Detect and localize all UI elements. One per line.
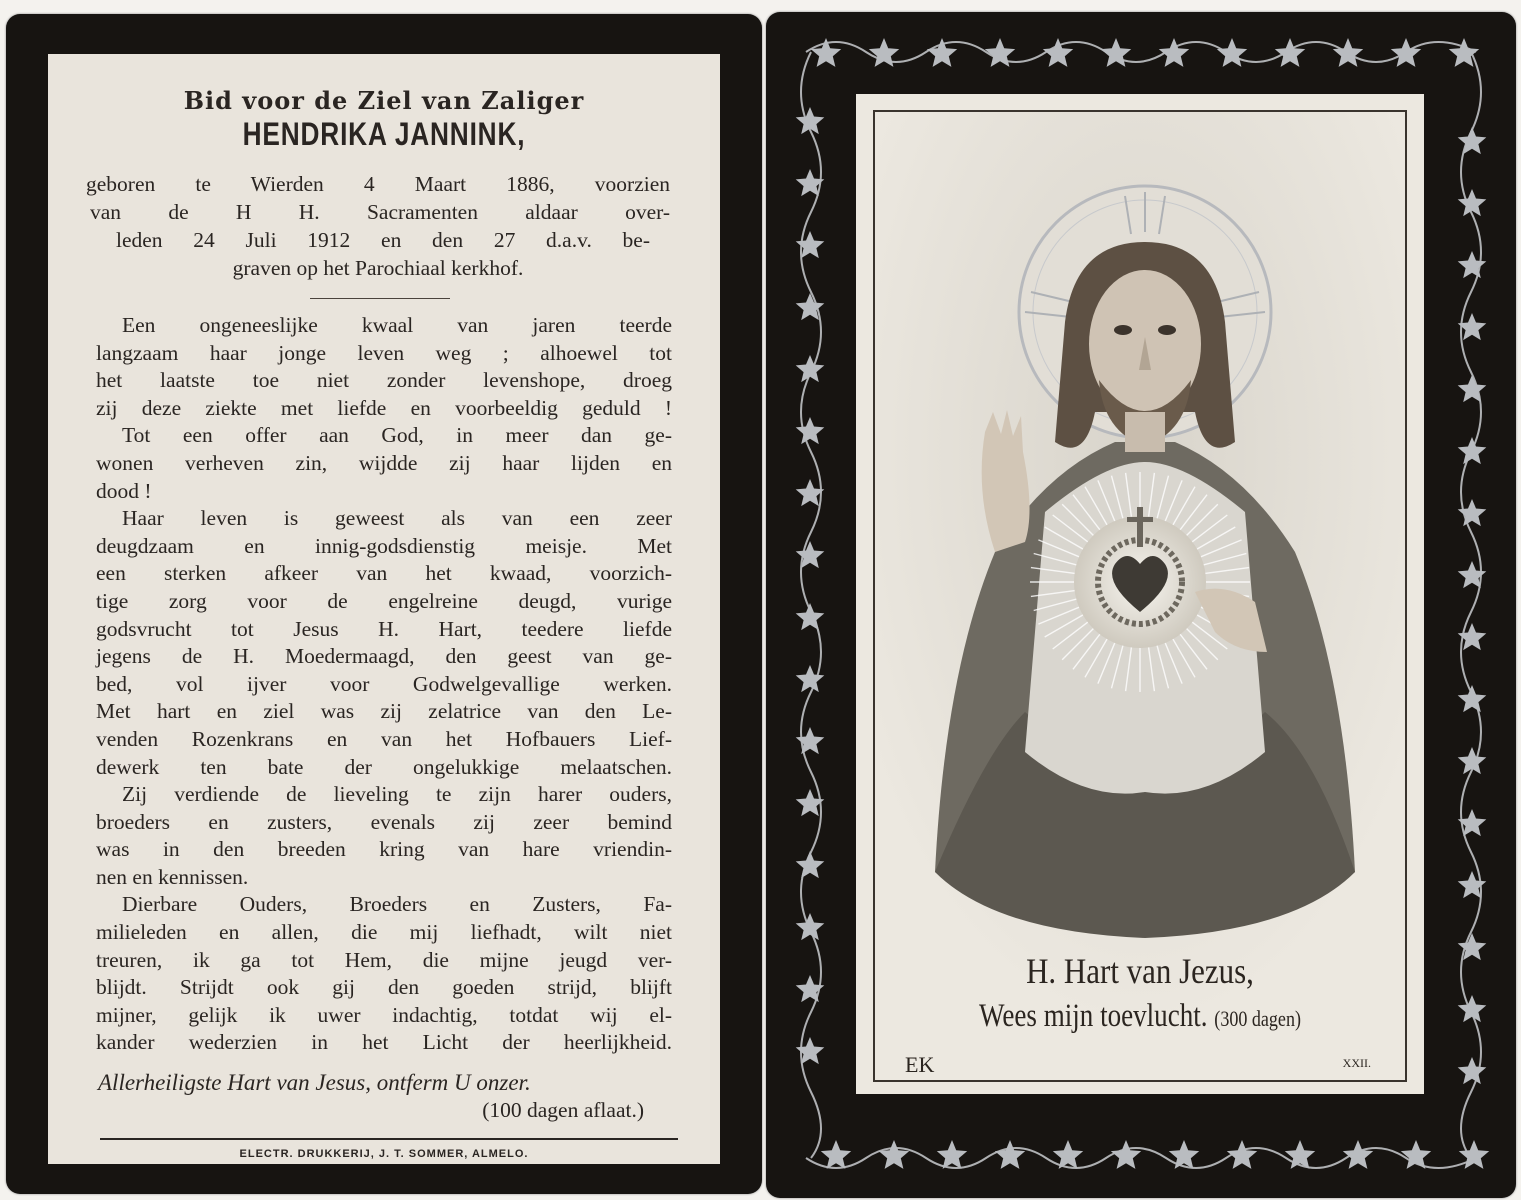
- text-line: wonen verheven zin, wijdde zij haar lijden en: [96, 450, 672, 475]
- star-ornament: [1401, 1140, 1431, 1169]
- birth-death-details: [86, 170, 670, 282]
- caption-invocation: [898, 998, 1382, 1035]
- text-line: mijner, gelijk ik uwer indachtig, totdat wij el-: [96, 1002, 672, 1027]
- star-ornament: [821, 1140, 851, 1169]
- text-line: dewerk ten bate der ongelukkige melaatschen.: [96, 754, 672, 779]
- text-line: broeders en zusters, evenals zij zeer bemind: [96, 809, 672, 834]
- printer-imprint: ELECTR. DRUKKERIJ, J. T. SOMMER, ALMELO.: [239, 1148, 529, 1160]
- text-line: het laatste toe niet zonder levenshope, droeg: [96, 368, 672, 393]
- footer-divider: [100, 1138, 678, 1140]
- star-ornament: [796, 727, 825, 754]
- text-line: blijdt. Strijdt ook gij den goeden strijd, blijft: [96, 975, 672, 1000]
- text-line: treuren, ik ga tot Hem, die mijne jeugd ver-: [96, 947, 672, 972]
- text-line: Haar leven is geweest als van een zeer: [122, 506, 672, 531]
- star-ornament: [1391, 38, 1421, 67]
- text-line: Zij verdiende de lieveling te zijn harer ouders,: [122, 782, 672, 807]
- star-ornament: [796, 851, 825, 878]
- plate-number: XXII.: [1342, 1056, 1371, 1070]
- star-ornament: [1169, 1140, 1199, 1169]
- text-line: Dierbare Ouders, Broeders en Zusters, Fa-: [122, 892, 672, 917]
- text-line: tige zorg voor de engelreine deugd, vurige: [96, 588, 672, 613]
- text-line: Met hart en ziel was zij zelatrice van den Le-: [96, 699, 672, 724]
- picture-side-card: [766, 12, 1516, 1198]
- star-ornament: [1227, 1140, 1257, 1169]
- star-ornament: [796, 541, 825, 568]
- star-ornament: [1333, 38, 1363, 67]
- text-line: godsvrucht tot Jesus H. Hart, teedere liefde: [96, 616, 672, 641]
- text-line: kander wederzien in het Licht der heerlijkheid.: [96, 1030, 672, 1055]
- star-ornament: [995, 1140, 1025, 1169]
- sacred-heart-illustration: [875, 112, 1405, 1080]
- star-ornament: [796, 1037, 825, 1064]
- star-ornament: [1458, 251, 1487, 278]
- text-line: Een ongeneeslijke kwaal van jaren teerde: [122, 313, 672, 337]
- star-ornament: [1458, 375, 1487, 402]
- prayer-heading: Bid voor de Ziel van Zaliger: [183, 86, 585, 115]
- details-line: leden 24 Juli 1912 en den 27 d.a.v. be-: [116, 228, 650, 252]
- text-line: Tot een offer aan God, in meer dan ge-: [122, 423, 672, 448]
- text-line: langzaam haar jonge leven weg ; alhoewel tot: [96, 340, 672, 365]
- caption-title: H. Hart van Jezus,: [1026, 951, 1254, 991]
- star-ornament: [1275, 38, 1305, 67]
- star-ornament: [1458, 1057, 1487, 1084]
- memorial-text: [96, 312, 672, 1057]
- star-ornament: [796, 913, 825, 940]
- star-ornament: [796, 231, 825, 258]
- details-line: geboren te Wierden 4 Maart 1886, voorzien: [86, 172, 670, 196]
- star-ornament: [1458, 871, 1487, 898]
- devotional-image-panel: [856, 94, 1424, 1094]
- text-line: deugdzaam en innig-godsdienstig meisje. Met: [96, 533, 672, 558]
- details-line: graven op het Parochiaal kerkhof.: [232, 256, 524, 280]
- star-ornament: [1101, 38, 1131, 67]
- star-ornament: [1458, 127, 1487, 154]
- star-ornament: [1458, 685, 1487, 712]
- closing-prayer: Allerheiligste Hart van Jesus, ontferm U onzer.: [98, 1070, 531, 1095]
- star-ornament: [1111, 1140, 1141, 1169]
- publisher-monogram: EK: [905, 1052, 935, 1077]
- star-ornament: [1458, 561, 1487, 588]
- star-ornament: [1343, 1140, 1373, 1169]
- indulgence-days: (300 dagen): [1214, 1006, 1301, 1031]
- text-line: nen en kennissen.: [96, 864, 249, 889]
- star-ornament: [1217, 38, 1247, 67]
- star-ornament: [1458, 437, 1487, 464]
- star-ornament: [796, 603, 825, 630]
- text-line: zij deze ziekte met liefde en voorbeeldig geduld !: [96, 395, 672, 420]
- star-ornament: [1159, 38, 1189, 67]
- star-ornament: [879, 1140, 909, 1169]
- text-line: venden Rozenkrans en van het Hofbauers Lief-: [96, 726, 672, 751]
- star-ornament: [796, 355, 825, 382]
- text-line: jegens de H. Moedermaagd, den geest van ge-: [96, 644, 672, 669]
- text-panel: [48, 54, 720, 1164]
- text-line: bed, vol ijver voor Godwelgevallige werken.: [96, 671, 672, 696]
- indulgence-note: (100 dagen aflaat.): [482, 1098, 644, 1122]
- divider: [310, 298, 450, 299]
- text-line: milieleden en allen, die mij liefhadt, wilt niet: [96, 920, 672, 945]
- image-frame: [873, 110, 1407, 1082]
- text-line: dood !: [96, 478, 152, 503]
- deceased-name: HENDRIKA JANNINK,: [242, 116, 526, 152]
- caption-invocation-text: Wees mijn toevlucht.: [979, 998, 1208, 1034]
- text-line: een sterken afkeer van het kwaad, voorzich-: [96, 561, 672, 586]
- star-ornament: [796, 417, 825, 444]
- text-side-card: [6, 14, 762, 1194]
- details-line: van de H H. Sacramenten aldaar over-: [90, 200, 670, 224]
- text-line: was in den breeden kring van hare vriendin-: [96, 837, 672, 862]
- star-ornament: [1458, 995, 1487, 1022]
